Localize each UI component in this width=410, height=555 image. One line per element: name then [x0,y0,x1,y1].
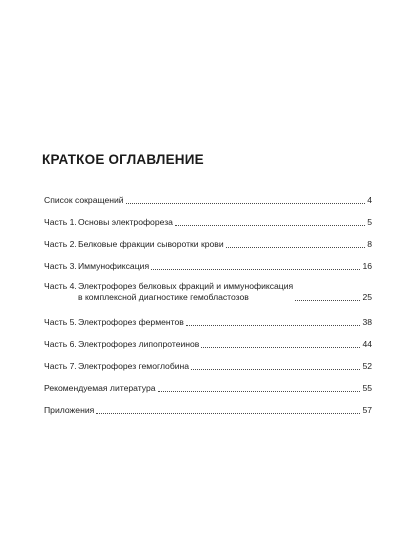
dot-leader [126,202,366,204]
toc-entry-text: Приложения [44,405,95,415]
toc-title: КРАТКОЕ ОГЛАВЛЕНИЕ [42,152,204,167]
toc-entry-part-6 [44,339,372,350]
toc-entry-text: Основы электрофореза [78,217,173,227]
toc-entry-part: Часть 1. [44,217,77,227]
toc-entry-text: Электрофорез липопротеинов [78,339,200,349]
toc-entry-part: Часть 2. [44,239,77,249]
toc-entry-literature [44,383,372,394]
dot-leader [191,368,360,370]
toc-entry-page: 8 [367,239,372,249]
toc-entry-abbreviations [44,195,372,206]
toc-entry-part-5 [44,317,372,328]
toc-entry-part: Часть 5. [44,317,77,327]
dot-leader [201,346,360,348]
dot-leader [186,324,361,326]
toc-entry-page: 4 [367,195,372,205]
toc-entry-text: Электрофорез ферментов [78,317,184,327]
toc-entry-part-1 [44,217,372,228]
toc-entry-part: Часть 7. [44,361,77,371]
toc-entry-appendices [44,405,372,416]
toc-entry-page: 44 [362,339,372,349]
toc-entry-page: 55 [362,383,372,393]
toc-entry-part-7 [44,361,372,372]
toc-entry-page: 38 [362,317,372,327]
toc-entry-part-2 [44,239,372,250]
dot-leader [175,224,365,226]
toc-entry-part: Часть 6. [44,339,77,349]
dot-leader [295,299,360,301]
toc-entry-part: Часть 3. [44,261,77,271]
toc-entry-text: Список сокращений [44,195,124,205]
toc-entry-page: 5 [367,217,372,227]
toc-entry-text: Электрофорез гемоглобина [78,361,190,371]
toc-entry-part: Часть 4. [44,281,77,291]
toc-entry-part-3 [44,261,372,272]
toc-entry-page: 57 [362,405,372,415]
toc-entry-text: Иммунофиксация [78,261,150,271]
dot-leader [158,390,361,392]
toc-entry-page: 16 [362,261,372,271]
dot-leader [226,246,366,248]
toc-entry-text: Белковые фракции сыворотки крови [78,239,224,249]
toc-entry-page: 52 [362,361,372,371]
toc-entry-part-4 [44,281,372,303]
toc-entry-text: Электрофорез белковых фракций и иммунофиксация в комплексной диагностике гемобластозов [78,281,294,302]
dot-leader [151,268,360,270]
dot-leader [96,412,360,414]
toc-entry-page: 25 [362,292,372,302]
toc-entry-text: Рекомендуемая литература [44,383,156,393]
